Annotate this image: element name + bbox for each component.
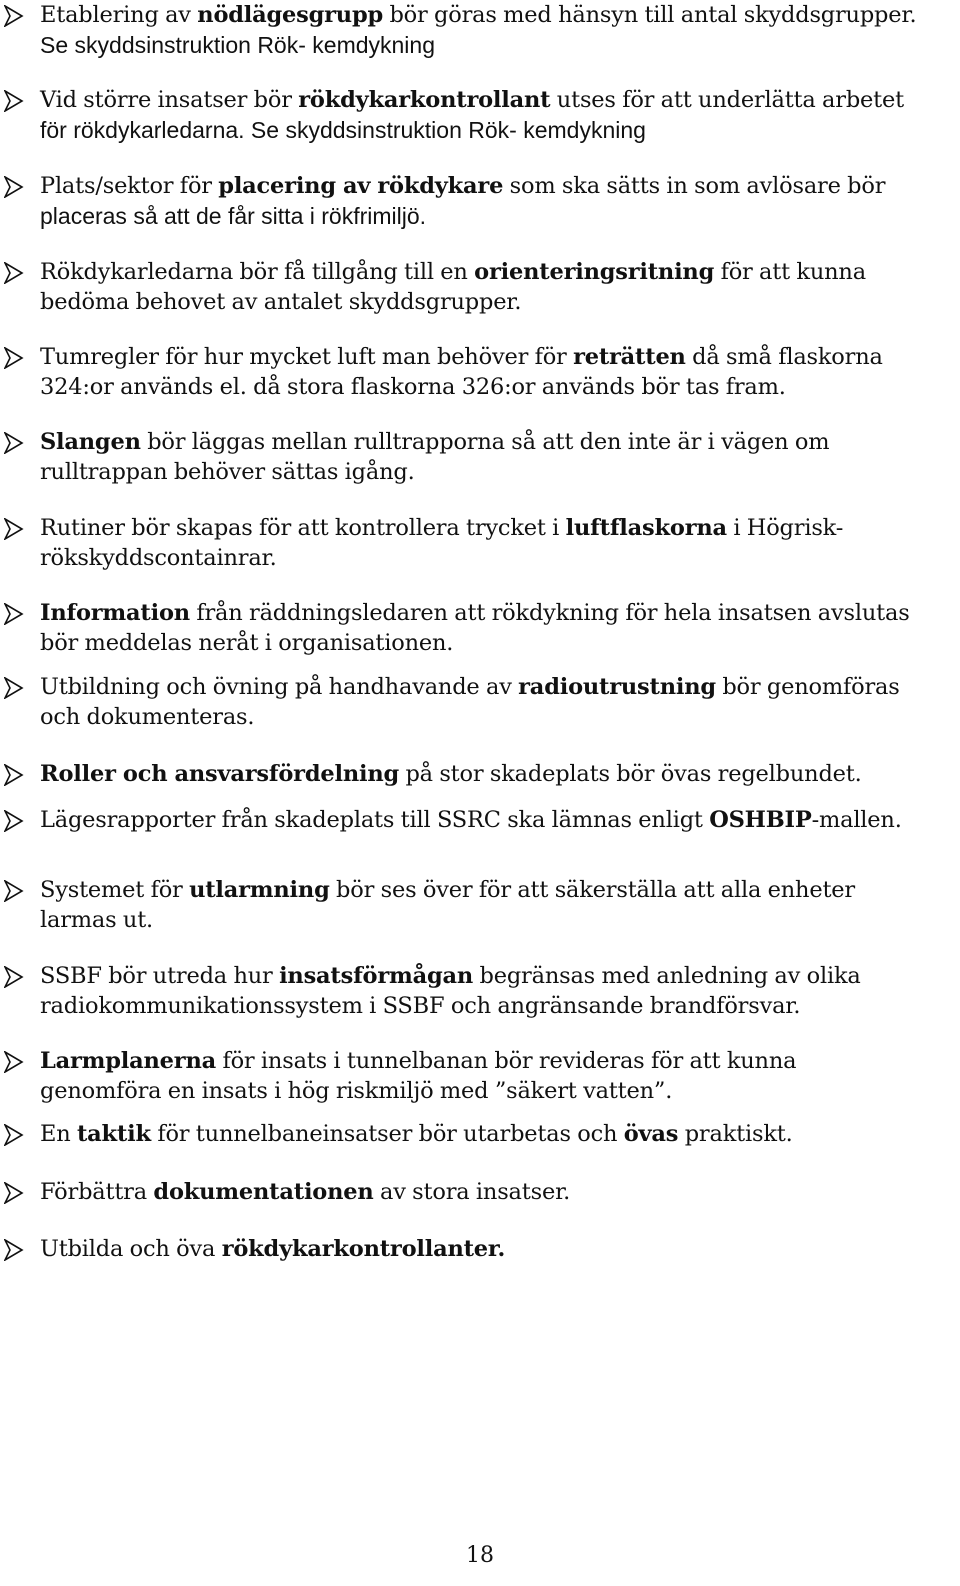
bullet-arrow-icon	[4, 1051, 24, 1073]
bullet-arrow-icon	[4, 5, 24, 27]
bullet-arrow-icon	[4, 677, 24, 699]
bullet-arrow-icon	[4, 347, 24, 369]
bullet-item: Tumregler för hur mycket luft man behöver för reträtten då små flaskorna 324:or används el. då stora flaskorna 326:or används bör tas fram.	[40, 344, 883, 400]
bullet-arrow-icon	[4, 518, 24, 540]
bullet-arrow-icon	[4, 603, 24, 625]
bullet-item: Larmplanerna för insats i tunnelbanan bör revideras för att kunna genomföra en insats i hög riskmiljö med ”säkert vatten”.	[40, 1048, 797, 1104]
bullet-arrow-icon	[4, 1124, 24, 1146]
bullet-item: Systemet för utlarmning bör ses över för att säkerställa att alla enheter larmas ut.	[40, 877, 855, 933]
bullet-arrow-icon	[4, 810, 24, 832]
page-number: 18	[466, 1543, 494, 1568]
bullet-arrow-icon	[4, 1239, 24, 1261]
bullet-item: Plats/sektor för placering av rökdykare som ska sätts in som avlösare bör placeras så att de får sitta i rökfrimiljö.	[40, 173, 886, 229]
bullet-arrow-icon	[4, 432, 24, 454]
bullet-item: Information från räddningsledaren att rökdykning för hela insatsen avslutas bör meddelas neråt i organisationen.	[40, 600, 910, 656]
bullet-item: Utbildning och övning på handhavande av radioutrustning bör genomföras och dokumenteras.	[40, 674, 900, 730]
bullet-item: Utbilda och öva rökdykarkontrollanter.	[40, 1236, 506, 1262]
bullet-item: En taktik för tunnelbaneinsatser bör utarbetas och övas praktiskt.	[40, 1121, 793, 1147]
bullet-arrow-icon	[4, 176, 24, 198]
bullet-item: Lägesrapporter från skadeplats till SSRC ska lämnas enligt OSHBIP-mallen.	[40, 807, 902, 833]
bullet-item: Rökdykarledarna bör få tillgång till en orienteringsritning för att kunna bedöma behovet av antalet skyddsgrupper.	[40, 259, 866, 315]
bullet-arrow-icon	[4, 1182, 24, 1204]
bullet-arrow-icon	[4, 966, 24, 988]
bullet-arrow-icon	[4, 262, 24, 284]
bullet-item: Förbättra dokumentationen av stora insatser.	[40, 1179, 571, 1205]
bullet-arrow-icon	[4, 764, 24, 786]
bullet-item: Slangen bör läggas mellan rulltrapporna så att den inte är i vägen om rulltrappan behöver sättas igång.	[40, 429, 830, 485]
bullet-item: Roller och ansvarsfördelning på stor skadeplats bör övas regelbundet.	[40, 761, 862, 787]
bullet-item: SSBF bör utreda hur insatsförmågan begränsas med anledning av olika radiokommunikationssystem i SSBF och angränsande brandförsvar.	[40, 963, 861, 1019]
bullet-item: Vid större insatser bör rökdykarkontrollant utses för att underlätta arbetet för rökdykarledarna. Se skyddsinstruktion Rök- kemdykning	[40, 87, 904, 143]
bullet-arrow-icon	[4, 880, 24, 902]
bullet-item: Etablering av nödlägesgrupp bör göras med hänsyn till antal skyddsgrupper. Se skyddsinstruktion Rök- kemdykning	[40, 2, 917, 58]
bullet-item: Rutiner bör skapas för att kontrollera trycket i luftflaskorna i Högrisk- rökskyddscontainrar.	[40, 515, 844, 571]
bullet-arrow-icon	[4, 90, 24, 112]
